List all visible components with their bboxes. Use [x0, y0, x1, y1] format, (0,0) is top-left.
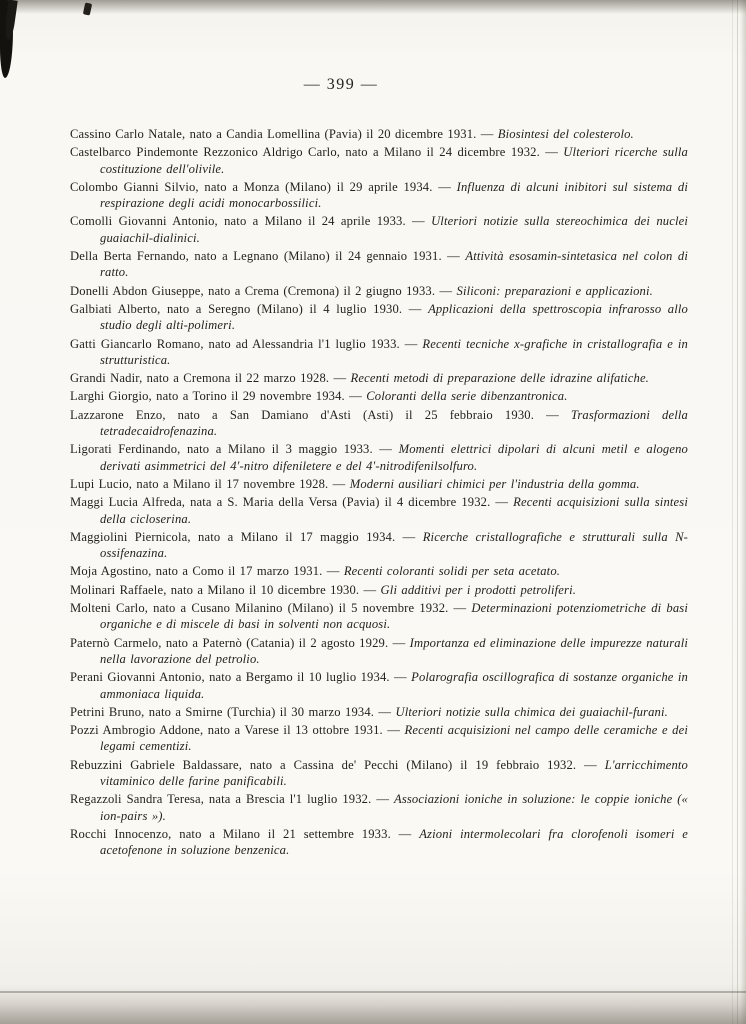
entry — [70, 388, 688, 404]
entry-name-and-birth: Donelli Abdon Giuseppe, nato a Crema (Cremona) il 2 giugno 1933. — — [70, 283, 457, 298]
entry — [70, 370, 688, 386]
entry — [70, 826, 688, 859]
scan-artifact-right-shadow — [740, 0, 746, 1024]
entry-name-and-birth: Larghi Giorgio, nato a Torino il 29 novembre 1934. — — [70, 389, 367, 404]
entry — [70, 144, 688, 177]
entry-name-and-birth: Rocchi Innocenzo, nato a Milano il 21 settembre 1933. — — [70, 826, 420, 841]
entry — [70, 563, 688, 579]
entry-name-and-birth: Colombo Gianni Silvio, nato a Monza (Milano) il 29 aprile 1934. — — [70, 179, 457, 194]
entry-thesis-title: Ulteriori notizie sulla stereochimica dei nuclei guaiachil-dialinici. — [100, 214, 688, 245]
entry-thesis-title: Ricerche cristallografiche e strutturali sulla N-ossifenazina. — [100, 529, 689, 561]
entry — [70, 283, 688, 299]
entry-thesis-title: Attività esosamin-sintetasica nel colon di ratto. — [100, 249, 688, 280]
entry-name-and-birth: Gatti Giancarlo Romano, nato ad Alessandria l'1 luglio 1933. — — [70, 336, 423, 351]
entry-thesis-title: Determinazioni potenziometriche di basi organiche e di miscele di basi in solventi non acquosi. — [100, 601, 688, 632]
entry-thesis-title: Recenti acquisizioni nel campo delle ceramiche e dei legami cementizi. — [100, 723, 688, 754]
entry-name-and-birth: Comolli Giovanni Antonio, nato a Milano il 24 aprile 1933. — — [70, 214, 432, 229]
entry-thesis-title: Recenti metodi di preparazione delle idrazine alifatiche. — [350, 371, 649, 386]
entry-name-and-birth: Galbiati Alberto, nato a Seregno (Milano) il 4 luglio 1930. — — [70, 301, 429, 316]
entry — [70, 529, 688, 562]
entry — [70, 248, 688, 281]
entry-thesis-title: Momenti elettrici dipolari di alcuni metil e alogeno derivati asimmetrici del 4'-nitro difeniletere e del 4'-nitrodifenilsolfuro. — [100, 442, 688, 473]
entry-thesis-title: Recenti coloranti solidi per seta acetato. — [343, 564, 561, 579]
entry — [70, 441, 688, 474]
entry-name-and-birth: Lazzarone Enzo, nato a San Damiano d'Asti (Asti) il 25 febbraio 1930. — — [70, 407, 571, 422]
entry — [70, 635, 688, 668]
entry-name-and-birth: Della Berta Fernando, nato a Legnano (Milano) il 24 gennaio 1931. — — [70, 249, 466, 264]
entry-thesis-title: Associazioni ioniche in soluzione: le coppie ioniche (« ion-pairs »). — [100, 792, 689, 823]
entry-name-and-birth: Maggi Lucia Alfreda, nata a S. Maria della Versa (Pavia) il 4 dicembre 1932. — — [70, 495, 514, 510]
entry — [70, 600, 688, 633]
page-number: — 399 — — [303, 76, 379, 93]
entry-name-and-birth: Molinari Raffaele, nato a Milano il 10 dicembre 1930. — — [70, 582, 381, 597]
entry — [70, 213, 688, 246]
entry-name-and-birth: Petrini Bruno, nato a Smirne (Turchia) il 30 marzo 1934. — — [70, 704, 396, 719]
entry-thesis-title: Polarografia oscillografica di sostanze organiche in ammoniaca liquida. — [100, 670, 688, 701]
entry-thesis-title: Biosintesi del colesterolo. — [497, 127, 634, 141]
entry — [70, 476, 688, 492]
entry — [70, 722, 688, 755]
entry-thesis-title: Ulteriori notizie sulla chimica dei guaiachil-furani. — [395, 704, 668, 719]
entry — [70, 704, 688, 720]
entry — [70, 336, 688, 369]
entry — [70, 126, 688, 142]
entry — [70, 582, 688, 598]
entry-name-and-birth: Cassino Carlo Natale, nato a Candia Lomellina (Pavia) il 20 dicembre 1931. — — [70, 127, 498, 141]
entries-list — [70, 126, 688, 860]
entry-name-and-birth: Molteni Carlo, nato a Cusano Milanino (Milano) il 5 novembre 1932. — — [70, 601, 472, 616]
entry-thesis-title: L'arricchimento vitaminico delle farine panificabili. — [100, 757, 688, 788]
scan-artifact-bottom-shadow — [0, 984, 746, 1024]
entry-name-and-birth: Pozzi Ambrogio Addone, nato a Varese il 13 ottobre 1931. — — [70, 723, 405, 738]
entry-thesis-title: Azioni intermolecolari fra clorofenoli isomeri e acetofenone in soluzione benzenica. — [100, 826, 689, 858]
entry — [70, 494, 688, 527]
entry-thesis-title: Importanza ed eliminazione delle impurezze naturali nella lavorazione del petrolio. — [100, 635, 688, 666]
entry — [70, 791, 688, 824]
entry-name-and-birth: Perani Giovanni Antonio, nato a Bergamo il 10 luglio 1934. — — [70, 670, 412, 685]
entry-name-and-birth: Maggiolini Piernicola, nato a Milano il 17 maggio 1934. — — [70, 529, 423, 544]
entry — [70, 179, 688, 212]
scan-artifact-scratch-line — [737, 0, 738, 1024]
entry-thesis-title: Recenti acquisizioni sulla sintesi della cicloserina. — [100, 495, 688, 526]
entry-thesis-title: Trasformazioni della tetradecaidrofenazina. — [100, 407, 688, 439]
entry — [70, 669, 688, 702]
entry-name-and-birth: Rebuzzini Gabriele Baldassare, nato a Cassina de' Pecchi (Milano) il 19 febbraio 1932. — — [70, 757, 605, 772]
entry-thesis-title: Recenti tecniche x-grafiche in cristallografia e in strutturistica. — [100, 336, 688, 367]
entry-name-and-birth: Castelbarco Pindemonte Rezzonico Aldrigo Carlo, nato a Milano il 24 dicembre 1932. — — [70, 145, 564, 160]
entry-thesis-title: Gli additivi per i prodotti petroliferi. — [380, 582, 577, 597]
entry-thesis-title: Coloranti della serie dibenzantronica. — [366, 389, 568, 404]
entry-thesis-title: Influenza di alcuni inibitori sul sistema di respirazione degli acidi monocarbossilici. — [100, 179, 688, 211]
entry-name-and-birth: Regazzoli Sandra Teresa, nata a Brescia l'1 luglio 1932. — — [70, 792, 394, 807]
entry-thesis-title: Ulteriori ricerche sulla costituzione dell'olivile. — [100, 145, 688, 176]
entry-name-and-birth: Ligorati Ferdinando, nato a Milano il 3 maggio 1933. — — [70, 442, 399, 457]
scan-artifact-scratch-line-2 — [732, 0, 733, 1024]
entry-thesis-title: Applicazioni della spettroscopia infrarosso allo studio degli alti-polimeri. — [100, 301, 688, 333]
entry-thesis-title: Siliconi: preparazioni e applicazioni. — [456, 283, 653, 298]
entry-name-and-birth: Lupi Lucio, nato a Milano il 17 novembre 1928. — — [70, 476, 350, 491]
entry-name-and-birth: Grandi Nadir, nato a Cremona il 22 marzo 1928. — — [70, 371, 351, 386]
entry — [70, 301, 688, 334]
entry-name-and-birth: Paternò Carmelo, nato a Paternò (Catania) il 2 agosto 1929. — — [70, 635, 410, 650]
entry — [70, 757, 688, 790]
entry — [70, 407, 688, 440]
entry-thesis-title: Moderni ausiliari chimici per l'industria della gomma. — [349, 476, 640, 491]
entry-name-and-birth: Moja Agostino, nato a Como il 17 marzo 1931. — — [70, 564, 344, 579]
